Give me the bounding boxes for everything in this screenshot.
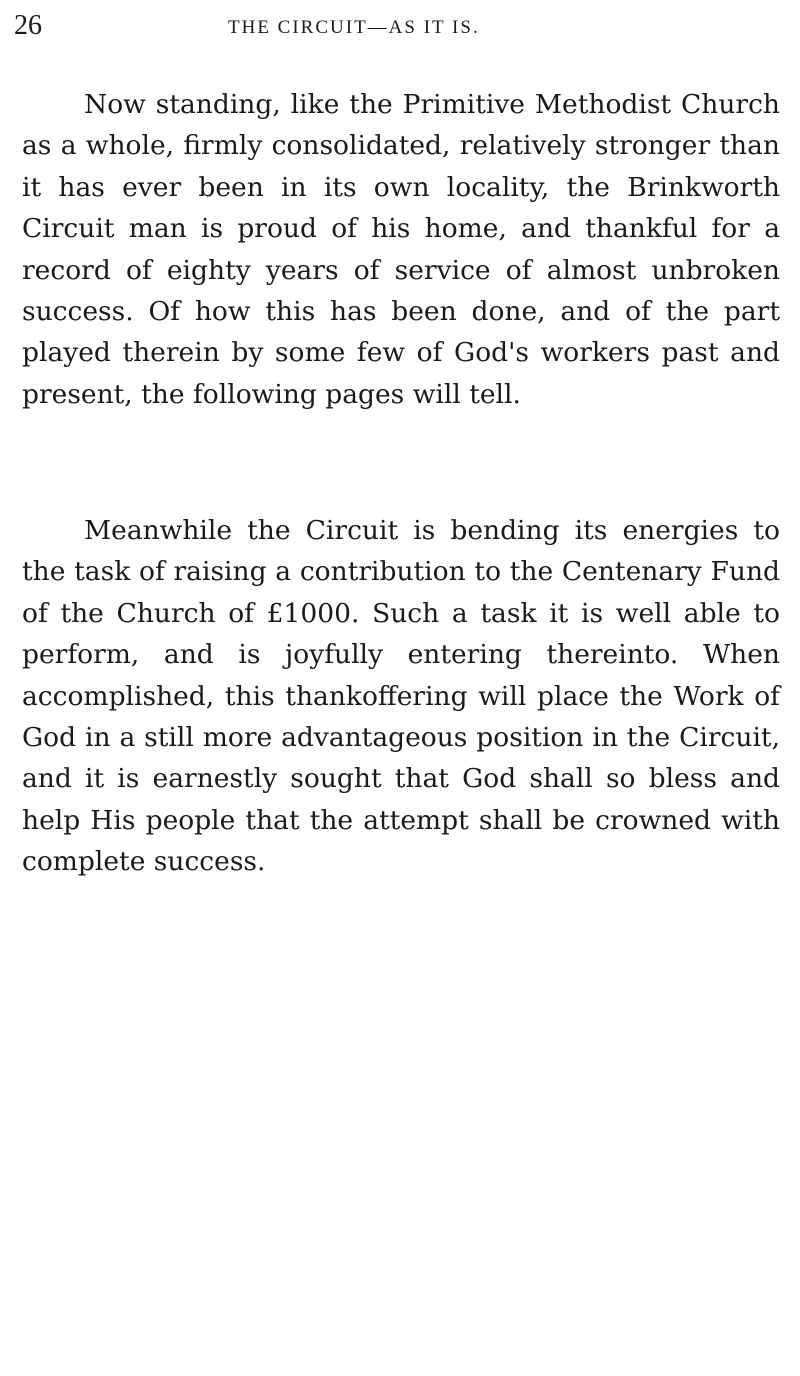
running-head: THE CIRCUIT—AS IT IS. [228,17,480,38]
page-header [0,8,800,48]
paragraph-1: Now standing, like the Primitive Methodist Church as a whole, firmly consolidated, relatively stronger than it has ever been in its own locality, the Brinkworth Circuit man is proud of his home, and thankful for a record of eighty years of service of almost unbroken success. Of how this has been done, and of the part played therein by some few of God's workers past and present, the following pages will tell. [22,89,780,410]
page-number: 26 [14,10,42,41]
paragraph-2: Meanwhile the Circuit is bending its energies to the task of raising a contribution to the Centenary Fund of the Church of £1000. Such a task it is well able to perform, and is joyfully entering thereinto. When accomplished, this thankoffering will place the Work of God in a still more advantageous position in the Circuit, and it is earnestly sought that God shall so bless and help His people that the attempt shall be crowned with complete success. [22,515,780,878]
